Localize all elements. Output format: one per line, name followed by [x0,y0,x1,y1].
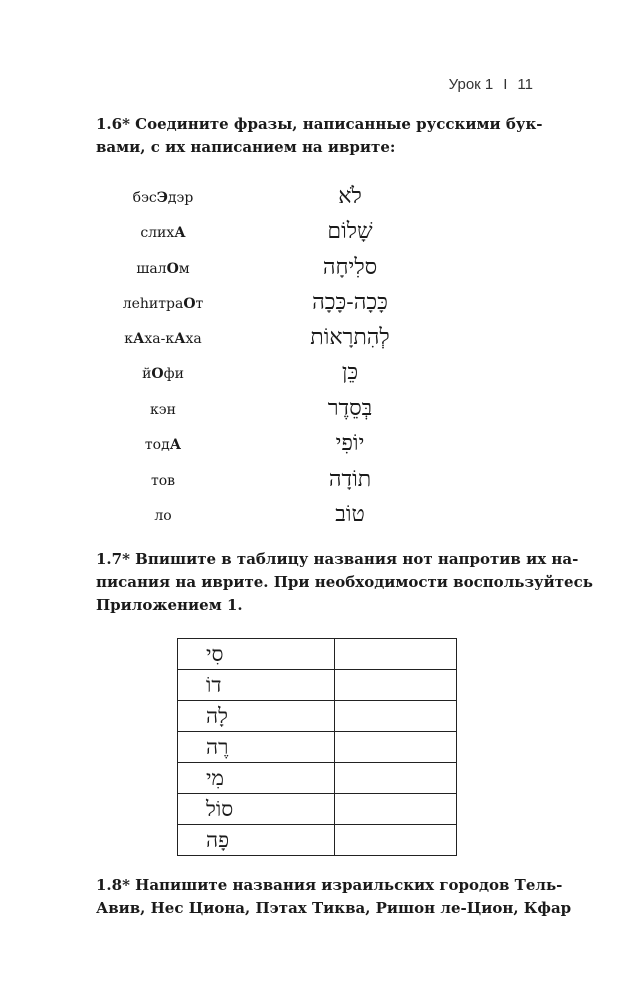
task-line: Авив, Нес Циона, Пэтах Тиква, Ришон ле-Цион, Кфар [96,899,572,917]
task-1-7-heading [96,548,593,617]
hebrew-phrase: יוֹפִי [335,431,365,456]
match-row [0,184,619,223]
hebrew-phrase: כֵּן [341,360,359,385]
note-hebrew-cell: מִי [178,763,335,794]
match-row [0,219,619,258]
notes-table [177,638,457,856]
lesson-label: Урок 1 [448,76,494,93]
note-answer-cell[interactable] [335,794,457,825]
russian-phrase: йОфи [142,366,184,382]
task-line: вами, с их написанием на иврите: [96,138,396,156]
page-header [449,76,533,93]
russian-phrase: тодА [144,437,182,453]
russian-phrase: кАха-кАха [124,331,202,347]
table-row [178,825,457,856]
russian-phrase: леhитраОт [122,296,204,312]
task-line: писания на иврите. При необходимости воспользуйтесь [96,573,593,591]
task-line: 1.7* Впишите в таблицу названия нот напротив их на- [96,550,579,568]
task-line: Приложением 1. [96,596,243,614]
match-row [0,502,619,541]
russian-phrase: тов [150,473,176,489]
note-hebrew-cell: לָה [178,701,335,732]
table-row [178,701,457,732]
match-row [0,467,619,506]
note-answer-cell[interactable] [335,701,457,732]
hebrew-phrase: כָּכָה-כָּכָה [312,290,388,315]
task-line: 1.6* Соедините фразы, написанные русскими бук- [96,115,543,133]
task-line: 1.8* Напишите названия израильских городов Тель- [96,876,563,894]
hebrew-phrase: לֹא [338,184,362,209]
match-row [0,255,619,294]
note-answer-cell[interactable] [335,732,457,763]
match-row [0,325,619,364]
hebrew-phrase: שָׁלוֹם [327,219,373,244]
table-row [178,732,457,763]
note-answer-cell[interactable] [335,670,457,701]
note-hebrew-cell: רֶה [178,732,335,763]
hebrew-phrase: סלִיחָה [322,255,378,280]
russian-phrase: бэсЭдэр [132,190,194,206]
page-number: 11 [517,76,533,93]
match-row [0,290,619,329]
task-1-6-heading [96,113,543,159]
match-row [0,431,619,470]
match-row [0,396,619,435]
note-answer-cell[interactable] [335,825,457,856]
table-row [178,670,457,701]
header-separator: I [503,76,508,93]
russian-phrase: кэн [150,402,176,418]
table-row [178,794,457,825]
note-hebrew-cell: פָה [178,825,335,856]
table-row [178,763,457,794]
note-hebrew-cell: סִי [178,639,335,670]
note-hebrew-cell: סוֹל [178,794,335,825]
hebrew-phrase: בְּסֵדֶר [327,396,373,421]
task-1-8-heading [96,874,572,920]
hebrew-phrase: לְהִתרָאוֹת [310,325,390,350]
russian-phrase: слихА [140,225,186,241]
table-row [178,639,457,670]
russian-phrase: ло [154,508,172,524]
note-answer-cell[interactable] [335,763,457,794]
hebrew-phrase: תוֹדָה [328,467,372,492]
hebrew-phrase: טוֹב [335,502,365,527]
note-answer-cell[interactable] [335,639,457,670]
match-row [0,360,619,399]
note-hebrew-cell: דוֹ [178,670,335,701]
russian-phrase: шалОм [136,261,190,277]
